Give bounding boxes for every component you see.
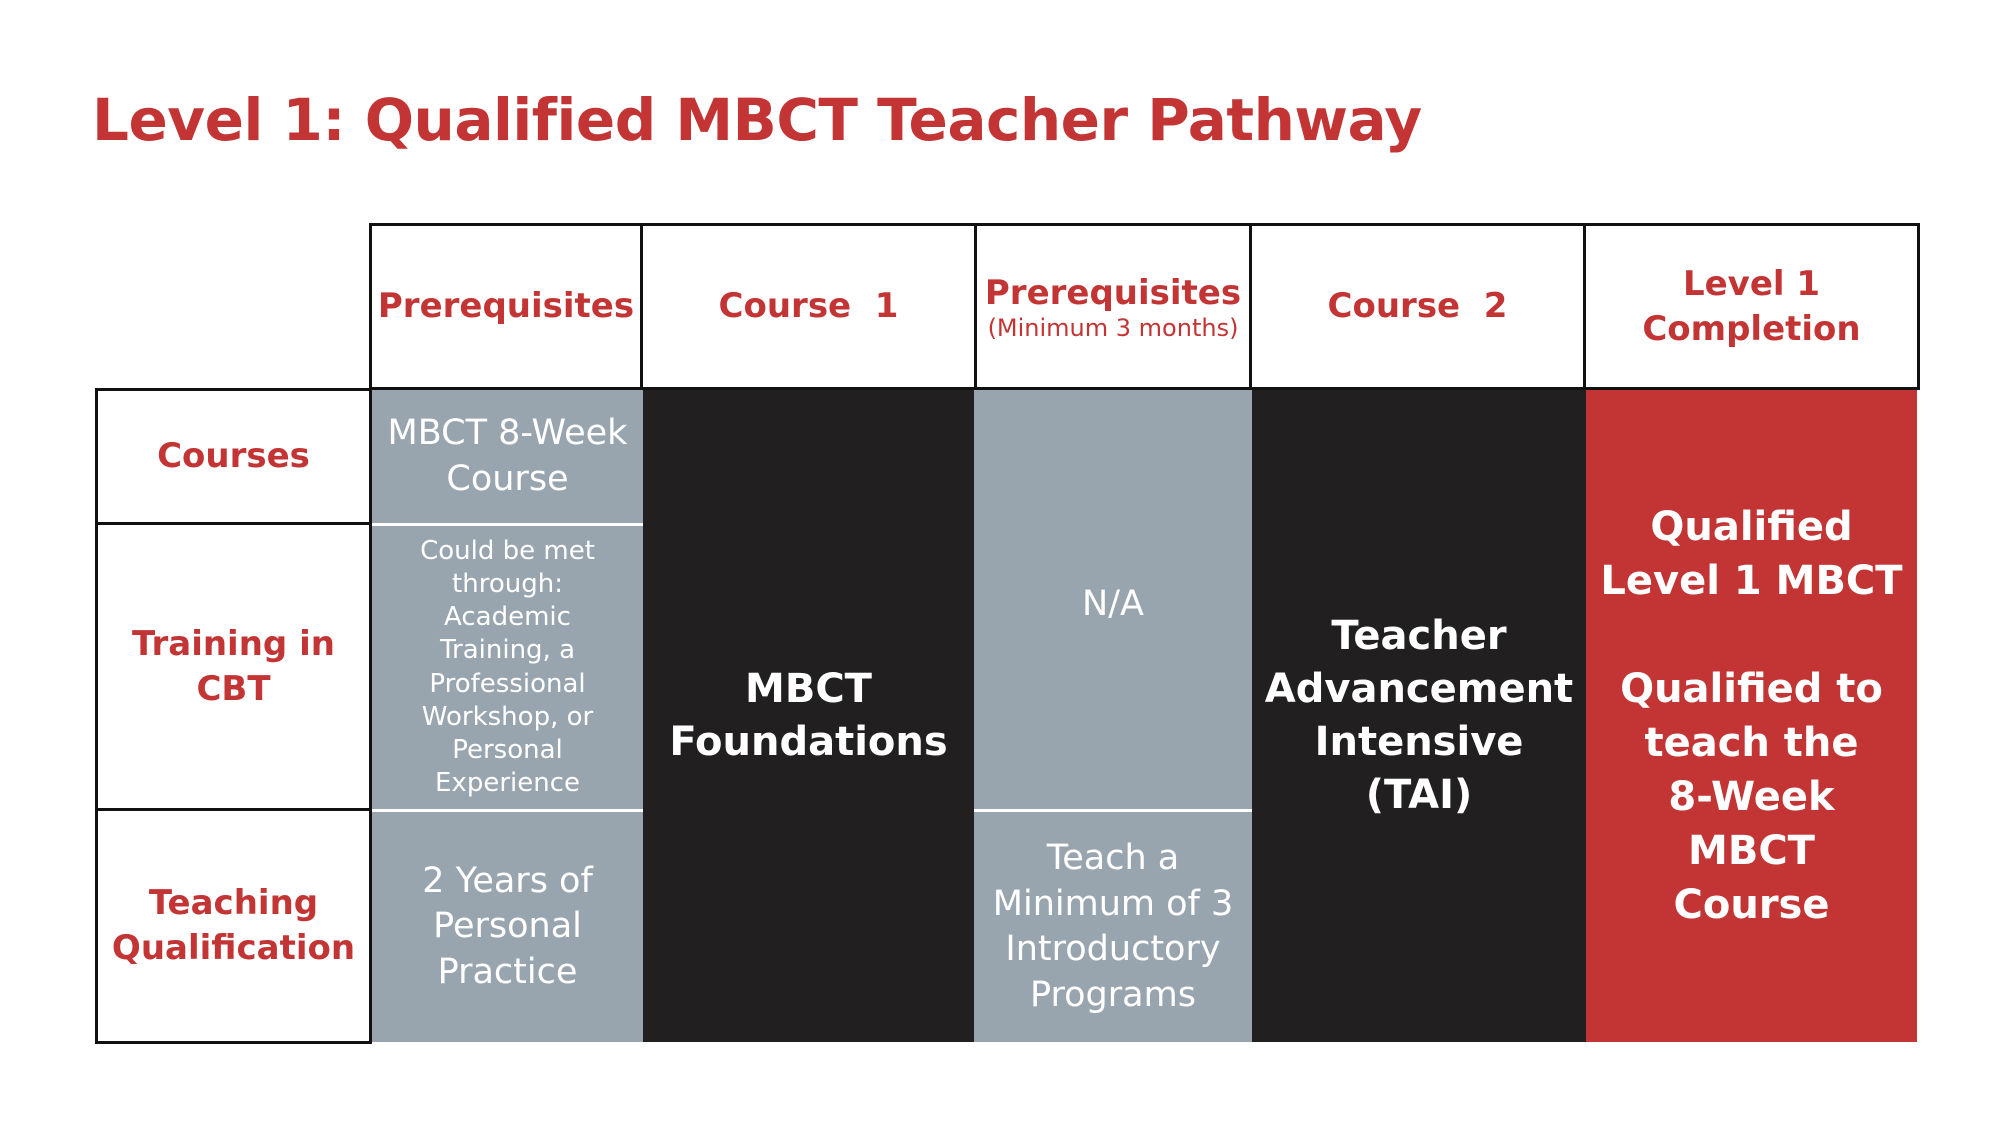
prereq-teaching-line: 2 Years of <box>422 860 593 901</box>
completion-desc-line: Course <box>1673 882 1830 928</box>
completion-line2: Level 1 MBCT <box>1600 558 1903 604</box>
course-1-mbct-foundations <box>643 390 974 1042</box>
header-course-1 <box>640 223 977 390</box>
prereq-training-line: through: Academic <box>444 569 571 633</box>
header-level-1-completion <box>1583 223 1920 390</box>
completion-desc-line: Qualified to <box>1620 666 1883 712</box>
header-prerequisites <box>369 223 643 390</box>
completion-line1: Qualified <box>1650 504 1853 550</box>
row-label-teaching-line2: Qualification <box>111 928 356 968</box>
header-prerequisites-label: Prerequisites <box>377 286 635 327</box>
prereq-2-na: N/A <box>1082 584 1144 624</box>
prereq-2-teaching-cell <box>974 812 1252 1042</box>
header-course-1-label: Course 1 <box>718 286 899 327</box>
header-prerequisites-2 <box>974 223 1252 390</box>
completion-desc-line: 8-Week MBCT <box>1668 774 1835 874</box>
row-label-training <box>95 522 372 811</box>
level-1-completion-cell <box>1586 390 1917 1042</box>
prereq-training-line: Professional <box>429 668 586 699</box>
prereq-training-cell <box>372 526 643 809</box>
row-label-teaching <box>95 808 372 1044</box>
prereq-teaching-cell <box>372 812 643 1042</box>
header-course-2-label: Course 2 <box>1327 286 1508 327</box>
course-2-tai <box>1252 390 1586 1042</box>
prereq-2-na-cell <box>974 390 1252 809</box>
course-2-line: Teacher <box>1331 613 1507 660</box>
header-completion-line1: Level 1 <box>1682 264 1821 305</box>
divider <box>372 523 643 526</box>
course-2-line: Intensive (TAI) <box>1314 719 1524 818</box>
row-label-teaching-line1: Teaching <box>148 883 319 924</box>
course-1-line2: Foundations <box>669 719 948 765</box>
row-label-courses-text: Courses <box>157 436 310 477</box>
course-2-line: Advancement <box>1264 666 1574 713</box>
prereq-2-teaching-line: Programs <box>1030 974 1196 1015</box>
page-title: Level 1: Qualified MBCT Teacher Pathway <box>92 86 1422 154</box>
header-prerequisites-2-label: Prerequisites <box>984 273 1242 314</box>
prereq-training-line: Training, a <box>439 635 576 666</box>
prereq-teaching-line: Personal <box>433 906 582 947</box>
course-1-line1: MBCT <box>745 666 872 713</box>
prereq-courses-line2: Course <box>446 458 569 499</box>
header-prerequisites-2-sublabel: (Minimum 3 months) <box>987 314 1239 343</box>
row-label-training-line1: Training in <box>132 623 335 664</box>
prereq-2-teaching-line: Teach a <box>1046 838 1180 878</box>
prereq-training-line: Could be met <box>420 536 595 567</box>
row-label-courses <box>95 388 372 525</box>
prereq-courses-cell <box>372 390 643 523</box>
prereq-2-teaching-line: Introductory <box>1005 929 1221 969</box>
header-completion-line2: Completion <box>1642 308 1861 349</box>
divider <box>372 809 643 812</box>
prereq-training-line: Workshop, or <box>421 701 594 732</box>
row-label-training-line2: CBT <box>196 668 271 709</box>
prereq-2-teaching-line: Minimum of 3 <box>992 883 1234 924</box>
prereq-teaching-line: Practice <box>437 951 578 992</box>
prereq-training-line: Personal Experience <box>435 734 580 798</box>
prereq-courses-line1: MBCT 8-Week <box>387 413 628 453</box>
header-course-2 <box>1249 223 1586 390</box>
completion-desc-line: teach the <box>1644 720 1859 766</box>
